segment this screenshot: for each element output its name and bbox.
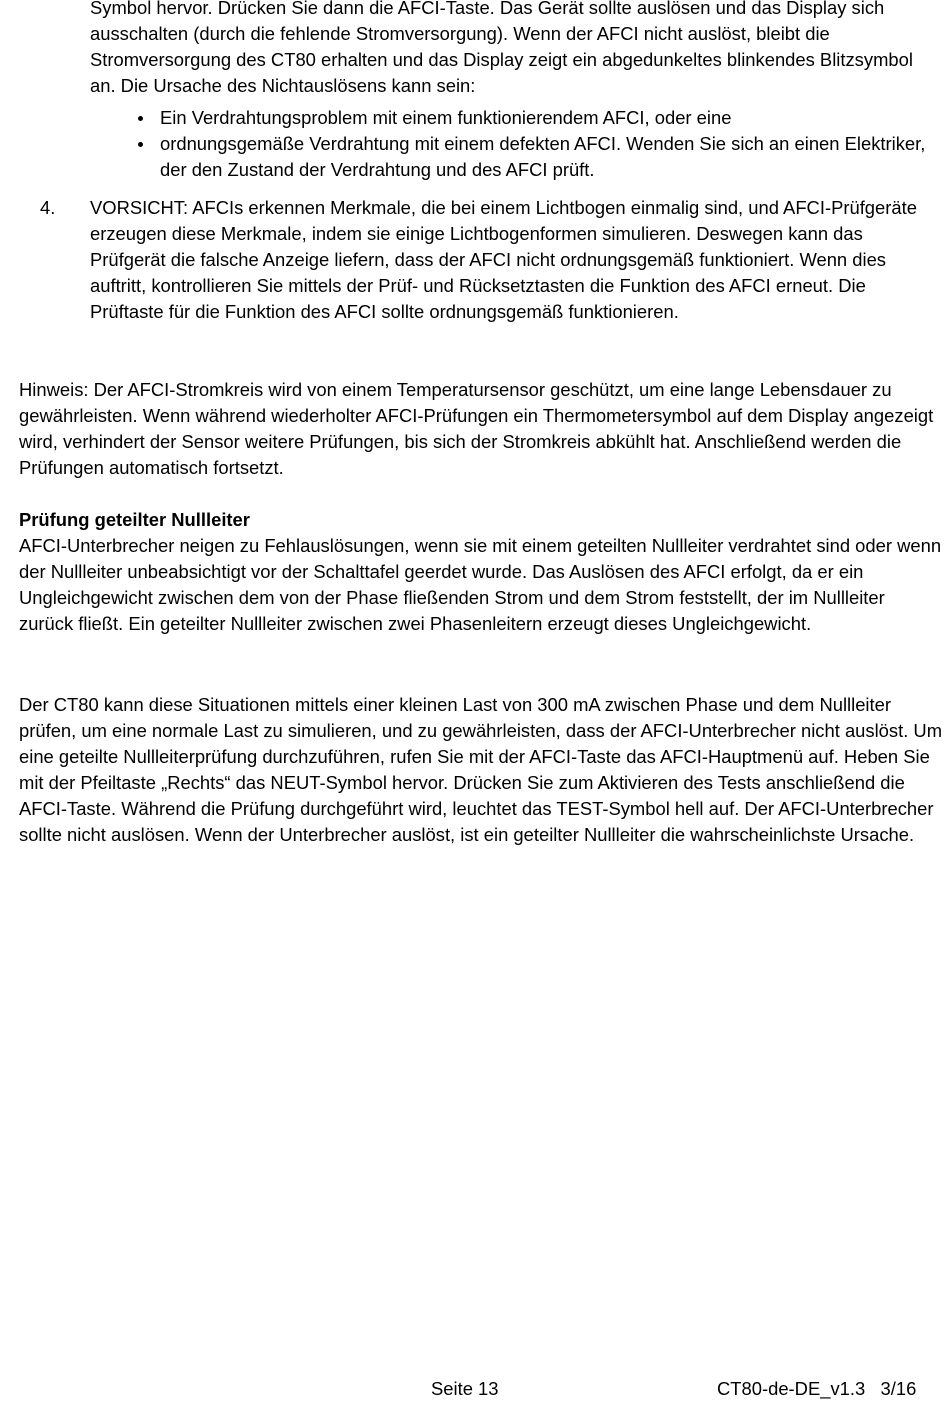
document-id: CT80-de-DE_v1.3 3/16 (717, 1378, 917, 1399)
list-item (138, 131, 938, 183)
item-number: 4. (40, 197, 56, 218)
page-number: Seite 13 (431, 1378, 499, 1399)
note-paragraph: Hinweis: Der AFCI-Stromkreis wird von einem Temperatursensor geschützt, um eine lange Lebensdauer zu gewährleisten. Wenn während wiederholter AFCI-Prüfungen ein Thermometersymbol auf dem Display angezeigt wird, verhindert der Sensor weitere Prüfungen, bis sich der Stromkreis abkühlt hat. Anschließend werden die Prüfungen automatisch fortsetzt. (19, 379, 934, 478)
numbered-item-4 (40, 195, 940, 325)
list-item-text: Ein Verdrahtungsproblem mit einem funktionierendem AFCI, oder eine (160, 107, 732, 128)
section-heading: Prüfung geteilter Nullleiter (19, 509, 250, 530)
bullet-icon (138, 116, 143, 121)
list-item-text: ordnungsgemäße Verdrahtung mit einem defekten AFCI. Wenden Sie sich an einen Elektriker, der den Zustand der Verdrahtung und des AFCI prüft. (160, 133, 926, 180)
cause-list (138, 105, 938, 183)
section-paragraph-1: AFCI-Unterbrecher neigen zu Fehlauslösungen, wenn sie mit einem geteilten Nullleiter verdrahtet sind oder wenn der Nullleiter unbeabsichtigt vor der Schalttafel geerdet wurde. Das Auslösen des AFCI erfolgt, da er ein Ungleichgewicht zwischen dem von der Phase fließenden Strom und dem Strom feststellt, der im Nullleiter zurück fließt. Ein geteilter Nullleiter zwischen zwei Phasenleitern erzeugt dieses Ungleichgewicht. (19, 535, 942, 634)
section-paragraph-2: Der CT80 kann diese Situationen mittels einer kleinen Last von 300 mA zwischen Phase und dem Nullleiter prüfen, um eine normale Last zu simulieren, und zu gewährleisten, dass der AFCI-Unterbrecher nicht auslöst. Um eine geteilte Nullleiterprüfung durchzuführen, rufen Sie mit der AFCI-Taste das AFCI-Hauptmenü auf. Heben Sie mit der Pfeiltaste „Rechts“ das NEUT-Symbol hervor. Drücken Sie zum Aktivieren des Tests anschließend die AFCI-Taste. Während die Prüfung durchgeführt wird, leuchtet das TEST-Symbol hell auf. Der AFCI-Unterbrecher sollte nicht auslösen. Wenn der Unterbrecher auslöst, ist ein geteilter Nullleiter die wahrscheinlichste Ursache. (19, 694, 943, 845)
item-text: VORSICHT: AFCIs erkennen Merkmale, die bei einem Lichtbogen einmalig sind, und AFCI-Prüfgeräte erzeugen diese Merkmale, indem sie einige Lichtbogenformen simulieren. Deswegen kann das Prüfgerät die falsche Anzeige liefern, dass der AFCI nicht ordnungsgemäß funktioniert. Wenn dies auftritt, kontrollieren Sie mittels der Prüf- und Rücksetztasten die Funktion des AFCI erneut. Die Prüftaste für die Funktion des AFCI sollte ordnungsgemäß funktionieren. (90, 197, 917, 322)
list-item (138, 105, 938, 131)
bullet-icon (138, 142, 143, 147)
intro-paragraph: Symbol hervor. Drücken Sie dann die AFCI-Taste. Das Gerät sollte auslösen und das Display sich ausschalten (durch die fehlende Stromversorgung). Wenn der AFCI nicht auslöst, bleibt die Stromversorgung des CT80 erhalten und das Display zeigt ein abgedunkeltes blinkendes Blitzsymbol an. Die Ursache des Nichtauslösens kann sein: (90, 0, 913, 96)
